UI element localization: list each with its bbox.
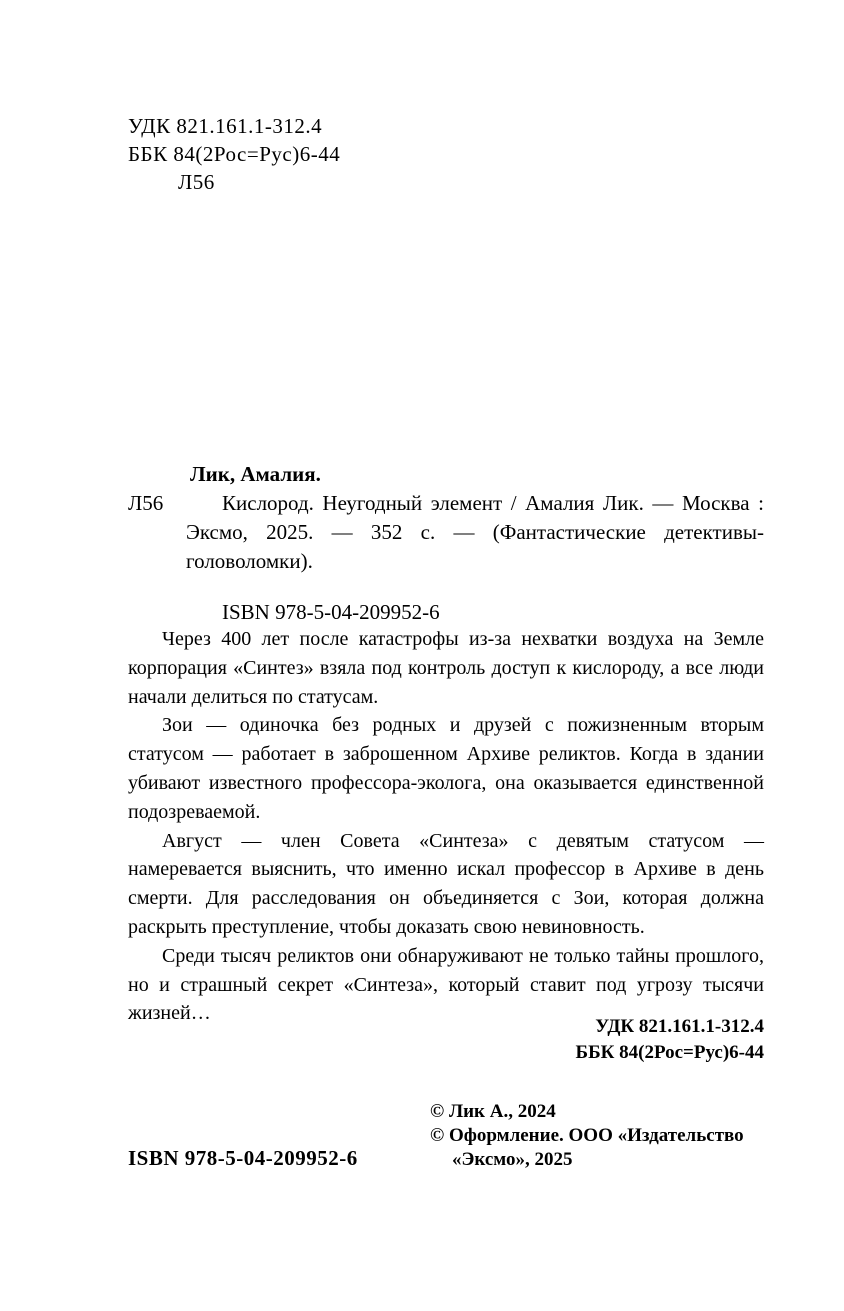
author-sign-code-margin: Л56	[128, 491, 164, 515]
catalog-card	[128, 460, 764, 627]
isbn-catalog: ISBN 978-5-04-209952-6	[222, 600, 440, 624]
copyright-publisher-line1: © Оформление. ООО «Издательство	[430, 1125, 744, 1146]
bbk-code-bottom: ББК 84(2Рос=Рус)6-44	[575, 1042, 764, 1063]
catalog-entry	[128, 489, 764, 576]
copyright-block	[430, 1100, 744, 1172]
udk-code-top: УДК 821.161.1-312.4	[128, 114, 323, 138]
copyright-publisher-line2: «Эксмо», 2025	[452, 1149, 573, 1170]
isbn-bottom: ISBN 978-5-04-209952-6	[128, 1146, 358, 1170]
annotation-block	[128, 625, 764, 1028]
bbk-code-top: ББК 84(2Рос=Рус)6-44	[128, 142, 341, 166]
udk-code-bottom: УДК 821.161.1-312.4	[595, 1016, 764, 1037]
annotation-paragraph-2: Зои — одиночка без родных и друзей с пожизненным вторым статусом — работает в заброшенном Архиве реликтов. Когда в здании убивают известного профессора-эколога, она оказывается единственной подозреваемой.	[128, 714, 764, 823]
catalog-description: Кислород. Неугодный элемент / Амалия Лик. — Москва : Эксмо, 2025. — 352 с. — (Фантастические детективы-головоломки).	[186, 491, 764, 573]
author-sign-code-top: Л56	[178, 170, 215, 194]
classification-codes-top	[128, 112, 340, 196]
annotation-paragraph-3: Август — член Совета «Синтеза» с девятым статусом — намеревается выяснить, что именно искал профессор в Архиве в день смерти. Для расследования он объединяется с Зои, которая должна раскрыть преступление, чтобы доказать свою невиновность.	[128, 829, 764, 938]
copyright-author: © Лик А., 2024	[430, 1101, 556, 1122]
catalog-author: Лик, Амалия.	[190, 462, 321, 486]
annotation-paragraph-4: Среди тысяч реликтов они обнаруживают не только тайны прошлого, но и страшный секрет «Синтеза», который ставит под угрозу тысячи жизней…	[128, 944, 764, 1025]
annotation-paragraph-1: Через 400 лет после катастрофы из-за нехватки воздуха на Земле корпорация «Синтез» взяла под контроль доступ к кислороду, а все люди начали делиться по статусам.	[128, 628, 764, 708]
classification-codes-bottom	[128, 1014, 764, 1066]
